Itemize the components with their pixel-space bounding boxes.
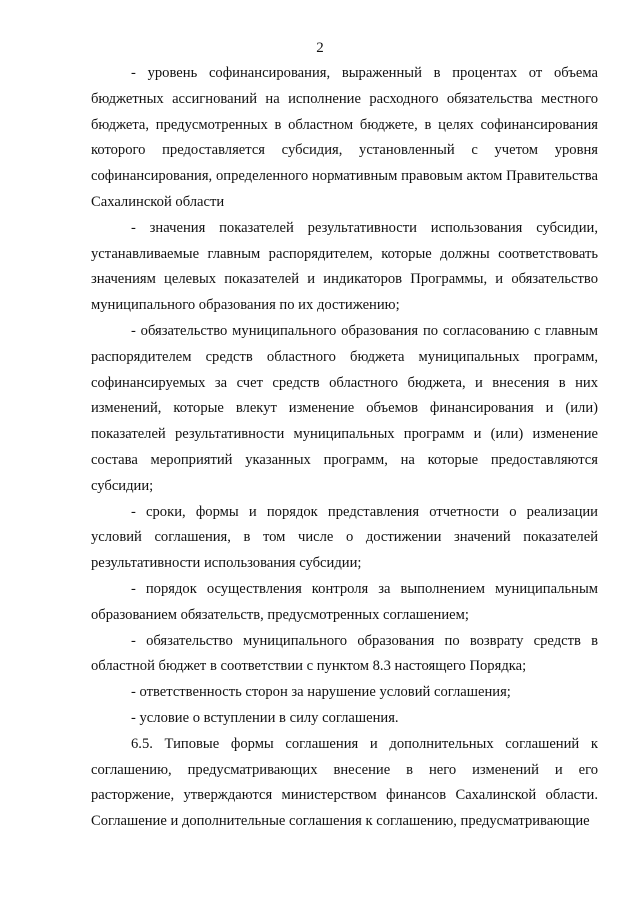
paragraph-control: - порядок осуществления контроля за выполнением муниципальным образованием обязательств, предусмотренных соглашением; [91, 580, 598, 623]
paragraph-refund-obligation: - обязательство муниципального образования по возврату средств в областной бюджет в соответствии с пунктом 8.3 настоящего Порядка; [91, 632, 598, 675]
paragraph-performance-indicators: - значения показателей результативности использования субсидии, устанавливаемые главным распорядителем, которые должны соответствовать значениям целевых показателей и индикаторов Программы, и обязательство муниципального образования по их достижению; [91, 219, 598, 314]
page-number: 2 [316, 40, 324, 56]
paragraph-liability: - ответственность сторон за нарушение условий соглашения; [131, 684, 511, 701]
document-body [91, 61, 598, 835]
paragraph-entry-into-force: - условие о вступлении в силу соглашения. [131, 709, 399, 726]
paragraph-reporting: - сроки, формы и порядок представления отчетности о реализации условий соглашения, в том числе о достижении значений показателей результативности использования субсидии; [91, 503, 598, 572]
paragraph-section-6-5: 6.5. Типовые формы соглашения и дополнительных соглашений к соглашению, предусматривающих внесение в него изменений и его расторжение, утверждаются министерством финансов Сахалинской области. Соглашение и дополнительные соглашения к соглашению, предусматривающие [91, 735, 598, 830]
paragraph-program-approval: - обязательство муниципального образования по согласованию с главным распорядителем средств областного бюджета муниципальных программ, софинансируемых за счет средств областного бюджета, и внесения в них изменений, которые влекут изменение объемов финансирования и (или) показателей результативности муниципальных программ и (или) изменение состава мероприятий указанных программ, на которые предоставляются субсидии; [91, 322, 598, 494]
paragraph-cofinancing-level: - уровень софинансирования, выраженный в процентах от объема бюджетных ассигнований на исполнение расходного обязательства местного бюджета, предусмотренных в областном бюджете, в целях софинансирования которого предоставляется субсидия, установленный с учетом уровня софинансирования, определенного нормативным правовым актом Правительства Сахалинской области [91, 65, 598, 210]
